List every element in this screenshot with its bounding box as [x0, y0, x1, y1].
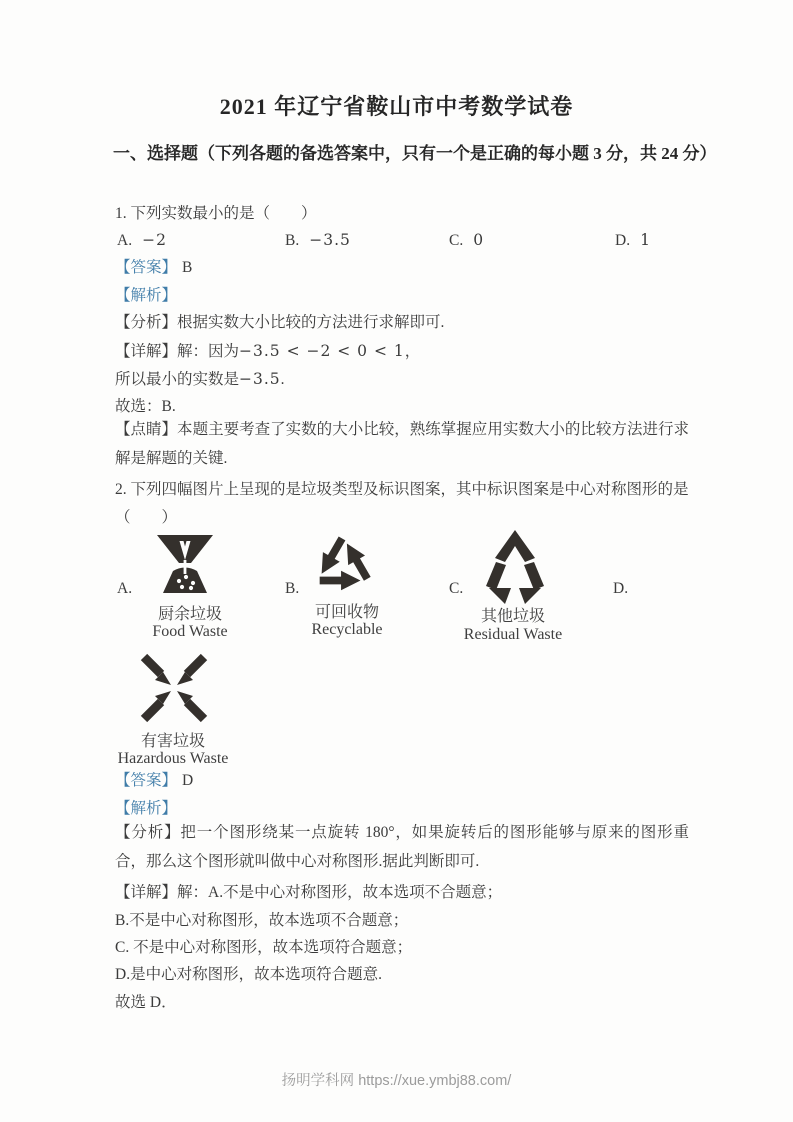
- q2-option-d-label-zh: 有害垃圾: [140, 733, 205, 750]
- q1-option-d: [615, 231, 651, 250]
- q1-option-b-value: −3.5: [309, 231, 351, 249]
- q1-detail-prefix: 【详解】解：因为: [115, 343, 240, 360]
- q1-detail-suffix: ，: [404, 343, 421, 360]
- q2-answer-line: [115, 770, 193, 792]
- q2-option-d-letter: D.: [613, 580, 629, 597]
- q1-answer-line: [115, 257, 192, 279]
- q1-line2-math: −3.5: [239, 370, 281, 388]
- q2-option-a-label-zh: 厨余垃圾: [157, 606, 222, 623]
- q2-option-c-label-en: Residual Waste: [463, 626, 563, 643]
- recyclable-icon: [308, 528, 378, 598]
- q1-option-b-letter: B.: [285, 232, 300, 249]
- food-waste-icon: [153, 531, 217, 597]
- q1-note: 【点睛】本题主要考查了实数的大小比较，熟练掌握应用实数大小的比较方法进行求解是解题的关键.: [115, 421, 689, 467]
- q1-detail-math: −3.5 < −2 < 0 < 1: [239, 342, 405, 360]
- q2-option-a-label-en: Food Waste: [152, 623, 228, 640]
- q2-option-c-letter: C.: [449, 580, 464, 597]
- q2-analysis: 【分析】把一个图形绕某一点旋转 180°，如果旋转后的图形能够与原来的图形重合，那么这个图形就叫做中心对称图形.据此判断即可.: [115, 824, 689, 870]
- q2-option-a-letter: A.: [117, 580, 133, 597]
- q2-option-b-letter: B.: [285, 580, 300, 597]
- jiexi-tag: 【解析】: [115, 287, 178, 304]
- q2-jiexi-line: [115, 798, 177, 820]
- q2-stem-line1: 2. 下列四幅图片上呈现的是垃圾类型及标识图案，其中标识图案是中心对称图形的是: [115, 481, 689, 498]
- hazardous-waste-icon: [133, 650, 215, 726]
- q2-options-figure: [115, 528, 725, 780]
- q1-options-row: [115, 231, 693, 255]
- q1-line2: [115, 368, 285, 391]
- answer-tag: 【答案】: [115, 772, 178, 789]
- residual-waste-icon: [477, 528, 553, 606]
- q2-answer-value: D: [182, 772, 194, 789]
- jiexi-tag: 【解析】: [115, 800, 178, 817]
- q2-detail-line-4: D.是中心对称图形，故本选项符合题意.: [115, 966, 382, 983]
- page-title: 2021 年辽宁省鞍山市中考数学试卷: [219, 94, 574, 119]
- q1-line2-suffix: .: [280, 371, 285, 388]
- q1-option-d-value: 1: [640, 231, 651, 249]
- q1-option-c: [449, 231, 484, 250]
- q1-option-a-letter: A.: [117, 232, 133, 249]
- q1-detail-line: [115, 340, 420, 363]
- q2-stem-line2: （ ）: [115, 509, 178, 526]
- q2-detail-line-3: C. 不是中心对称图形，故本选项符合题意；: [115, 939, 413, 956]
- q2-detail-line-2: B.不是中心对称图形，故本选项不合题意；: [115, 912, 409, 929]
- q2-option-b-label-zh: 可回收物: [314, 604, 379, 621]
- q2-option-c-label-zh: 其他垃圾: [480, 608, 545, 625]
- q1-option-c-letter: C.: [449, 232, 464, 249]
- q2-conclusion: 故选 D．: [115, 994, 177, 1011]
- footer: [0, 1069, 793, 1090]
- q1-option-b: [285, 231, 351, 250]
- q1-conclusion: 故选：B.: [115, 398, 176, 415]
- q1-option-a-value: −2: [142, 231, 167, 249]
- section-heading: 一、选择题（下列各题的备选答案中，只有一个是正确的每小题 3 分，共 24 分）: [113, 144, 717, 163]
- q2-option-b-label-en: Recyclable: [311, 621, 383, 638]
- q2-detail-line-1: 【详解】解：A.不是中心对称图形，故本选项不合题意；: [115, 884, 503, 901]
- q1-line2-prefix: 所以最小的实数是: [115, 371, 240, 388]
- q1-option-c-value: 0: [473, 231, 485, 249]
- q1-stem: 1. 下列实数最小的是（ ）: [115, 205, 317, 222]
- answer-tag: 【答案】: [115, 259, 178, 276]
- q1-analysis-line: 【分析】根据实数大小比较的方法进行求解即可.: [115, 314, 445, 331]
- q2-option-d-label-en: Hazardous Waste: [117, 750, 229, 767]
- q1-answer-value: B: [182, 259, 193, 276]
- q1-jiexi-line: [115, 285, 177, 307]
- q1-option-a: [117, 231, 167, 250]
- q1-option-d-letter: D.: [615, 232, 631, 249]
- footer-site-link[interactable]: 扬明学科网 https://xue.ymbj88.com/: [281, 1073, 512, 1089]
